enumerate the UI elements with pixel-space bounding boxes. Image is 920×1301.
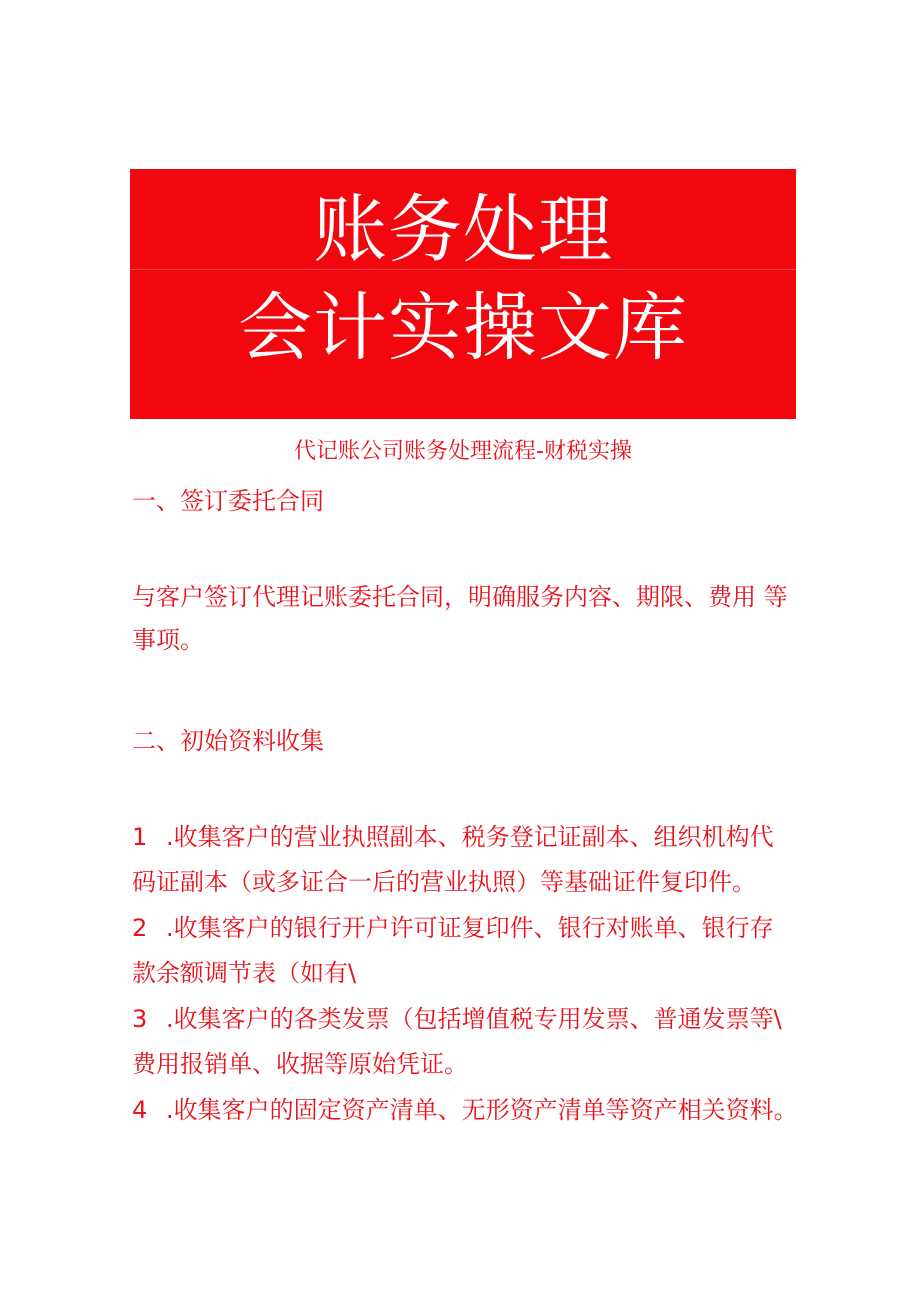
list-item-text: .收集客户的银行开户许可证复印件、银行对账单、银行存 款余额调节表（如有\ [132,914,774,987]
list-item-number: 1 [132,823,148,851]
document-title: 代记账公司账务处理流程-财税实操 [294,439,632,464]
list-item-1 [132,815,802,905]
list-item-4 [132,1088,802,1133]
list-item-text: .收集客户的营业执照副本、税务登记证副本、组织机构代 码证副本（或多证合一后的营业执照）等基础证件复印件。 [132,823,774,896]
list-item-number: 3 [132,1005,148,1033]
list-item-text: .收集客户的固定资产清单、无形资产清单等资产相关资料。 [166,1096,798,1124]
list-item-3 [132,997,802,1087]
section1-paragraph: 与客户签订代理记账委托合同，明确服务内容、期限、费用 等事项。 [132,583,788,654]
title-banner [130,169,796,419]
banner-title-line1: 账务处理 [313,187,613,273]
section1-heading: 一、签订委托合同 [132,487,324,515]
list-item-number: 4 [132,1096,148,1124]
banner-divider [130,269,796,270]
section2-heading: 二、初始资料收集 [132,727,324,755]
collection-list [132,815,802,1134]
banner-title-line2: 会计实操文库 [238,285,688,371]
list-item-number: 2 [132,914,148,942]
list-item-2 [132,906,802,996]
list-item-text: .收集客户的各类发票（包括增值税专用发票、普通发票等\ 费用报销单、收据等原始凭证。 [132,1005,782,1078]
